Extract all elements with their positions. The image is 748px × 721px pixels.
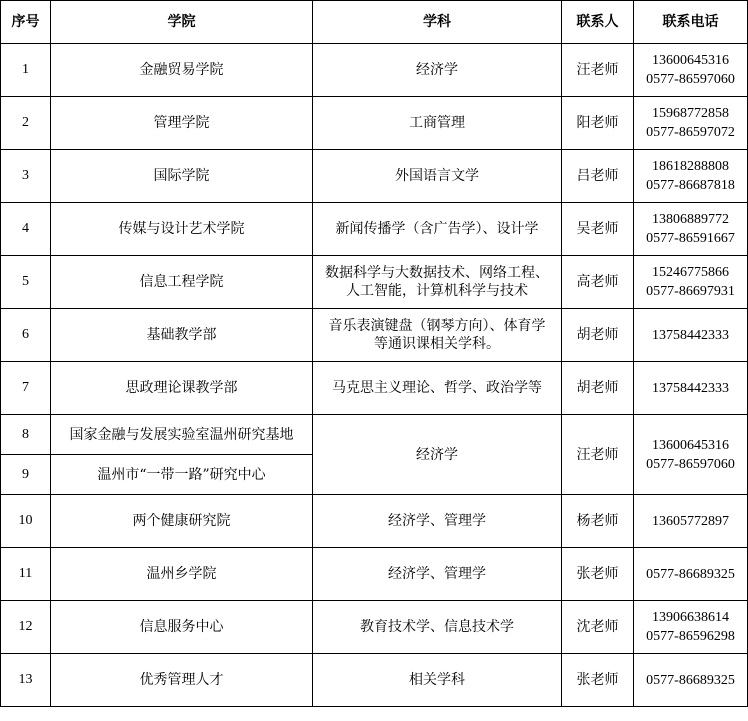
- table-row: [1, 415, 748, 455]
- seq-cell: 2: [1, 97, 51, 150]
- seq-cell: 5: [1, 256, 51, 309]
- contact-cell: 阳老师: [562, 97, 634, 150]
- subject-cell: 马克思主义理论、哲学、政治学等: [313, 362, 562, 415]
- college-cell: 两个健康研究院: [51, 495, 313, 548]
- phone-cell: 13605772897: [634, 495, 748, 548]
- seq-cell: 7: [1, 362, 51, 415]
- seq-cell: 13: [1, 654, 51, 707]
- college-cell: 优秀管理人才: [51, 654, 313, 707]
- phone-mobile: 18618288808: [652, 159, 729, 174]
- college-cell: 温州市“一带一路”研究中心: [51, 455, 313, 495]
- contact-cell: 汪老师: [562, 415, 634, 495]
- seq-cell: 3: [1, 150, 51, 203]
- college-cell: 传媒与设计艺术学院: [51, 203, 313, 256]
- phone-mobile: 15246775866: [652, 265, 729, 280]
- phone-cell: 0577-86689325: [634, 654, 748, 707]
- college-cell: 国际学院: [51, 150, 313, 203]
- contact-cell: 高老师: [562, 256, 634, 309]
- phone-cell: [634, 203, 748, 256]
- college-cell: 信息服务中心: [51, 601, 313, 654]
- table-row: [1, 203, 748, 256]
- contact-cell: 张老师: [562, 654, 634, 707]
- contact-cell: 吴老师: [562, 203, 634, 256]
- phone-mobile: 13600645316: [652, 437, 729, 453]
- subject-line: 数据科学与大数据技术、网络工程、: [325, 265, 549, 281]
- subject-cell: 教育技术学、信息技术学: [313, 601, 562, 654]
- seq-cell: 4: [1, 203, 51, 256]
- table-row: [1, 548, 748, 601]
- phone-landline: 0577-86597072: [646, 125, 735, 140]
- subject-cell: 工商管理: [313, 97, 562, 150]
- subject-cell: 经济学: [313, 415, 562, 495]
- seq-cell: 10: [1, 495, 51, 548]
- header-contact: 联系人: [562, 1, 634, 44]
- table-row: [1, 97, 748, 150]
- subject-line: 人工智能，计算机科学与技术: [346, 283, 528, 299]
- subject-line: 等通识课相关学科。: [374, 336, 500, 352]
- college-cell: 信息工程学院: [51, 256, 313, 309]
- seq-cell: 1: [1, 44, 51, 97]
- phone-cell: [634, 150, 748, 203]
- header-college: 学院: [51, 1, 313, 44]
- phone-mobile: 15968772858: [652, 106, 729, 121]
- phone-landline: 0577-86597060: [646, 456, 735, 472]
- seq-cell: 6: [1, 309, 51, 362]
- phone-landline: 0577-86591667: [646, 231, 735, 246]
- contact-cell: 汪老师: [562, 44, 634, 97]
- phone-mobile: 13600645316: [652, 53, 729, 68]
- phone-cell: [634, 256, 748, 309]
- subject-cell: 外国语言文学: [313, 150, 562, 203]
- subject-cell: 经济学、管理学: [313, 495, 562, 548]
- subject-cell: [313, 309, 562, 362]
- subject-cell: 相关学科: [313, 654, 562, 707]
- header-seq: 序号: [1, 1, 51, 44]
- phone-cell: [634, 97, 748, 150]
- college-cell: 温州乡学院: [51, 548, 313, 601]
- phone-cell: [634, 601, 748, 654]
- header-phone: 联系电话: [634, 1, 748, 44]
- phone-cell: [634, 415, 748, 495]
- header-subject: 学科: [313, 1, 562, 44]
- table-row: [1, 256, 748, 309]
- seq-cell: 8: [1, 415, 51, 455]
- phone-cell: 13758442333: [634, 362, 748, 415]
- subject-cell: [313, 256, 562, 309]
- phone-landline: 0577-86697931: [646, 284, 735, 299]
- subject-cell: 新闻传播学（含广告学）、设计学: [313, 203, 562, 256]
- subject-cell: 经济学、管理学: [313, 548, 562, 601]
- phone-cell: [634, 44, 748, 97]
- subject-cell: 经济学: [313, 44, 562, 97]
- contact-cell: 胡老师: [562, 309, 634, 362]
- college-cell: 国家金融与发展实验室温州研究基地: [51, 415, 313, 455]
- header-row: [1, 1, 748, 44]
- seq-cell: 12: [1, 601, 51, 654]
- phone-cell: 13758442333: [634, 309, 748, 362]
- table-row: [1, 654, 748, 707]
- college-cell: 基础教学部: [51, 309, 313, 362]
- phone-landline: 0577-86596298: [646, 629, 735, 644]
- table-row: [1, 150, 748, 203]
- phone-landline: 0577-86597060: [646, 72, 735, 87]
- contact-cell: 吕老师: [562, 150, 634, 203]
- college-cell: 金融贸易学院: [51, 44, 313, 97]
- contact-cell: 杨老师: [562, 495, 634, 548]
- table-row: [1, 362, 748, 415]
- subject-line: 音乐表演键盘（钢琴方向）、体育学: [328, 318, 546, 334]
- phone-landline: 0577-86687818: [646, 178, 735, 193]
- contact-cell: 沈老师: [562, 601, 634, 654]
- phone-cell: 0577-86689325: [634, 548, 748, 601]
- table-row: [1, 309, 748, 362]
- seq-cell: 11: [1, 548, 51, 601]
- phone-mobile: 13806889772: [652, 212, 729, 227]
- seq-cell: 9: [1, 455, 51, 495]
- contact-cell: 张老师: [562, 548, 634, 601]
- table-row: [1, 44, 748, 97]
- college-cell: 管理学院: [51, 97, 313, 150]
- contact-cell: 胡老师: [562, 362, 634, 415]
- table-row: [1, 495, 748, 548]
- table-row: [1, 601, 748, 654]
- phone-mobile: 13906638614: [652, 610, 729, 625]
- college-cell: 思政理论课教学部: [51, 362, 313, 415]
